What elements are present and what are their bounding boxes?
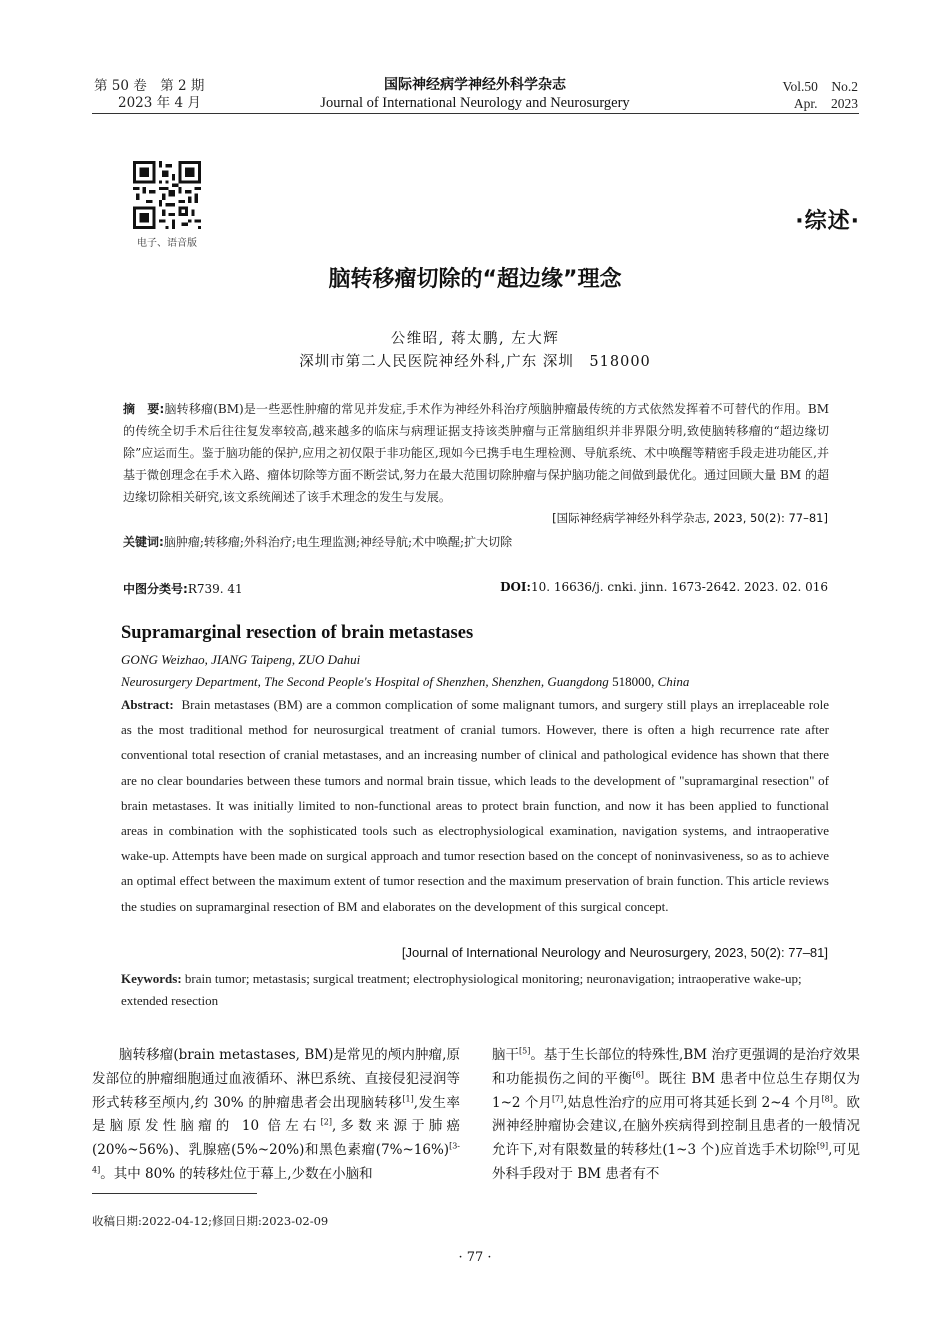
clc-label: 中图分类号: xyxy=(123,582,188,596)
doi-label: DOI: xyxy=(500,580,531,594)
citation-ref[interactable]: [3-4] xyxy=(92,1141,460,1175)
date-en: Apr. 2023 xyxy=(793,96,858,111)
qr-caption: 电子、语音版 xyxy=(137,238,197,249)
body-text: 脑转移瘤(brain metastases, BM)是常见的颅内肿瘤,原发部位的肿瘤细胞通过血液循环、淋巴系统、直接侵犯浸润等形式转移至颅内,约 30% 的肿瘤患者会出现脑转移 xyxy=(92,1047,460,1111)
page-number: · 77 · xyxy=(458,1250,492,1265)
doi-value: 10. 16636/j. cnki. jinn. 1673-2642. 2023. 02. 016 xyxy=(530,580,828,594)
body-text: ,发生率是脑原发性脑瘤的 10 倍左右 xyxy=(92,1094,460,1135)
keywords-en-label: Keywords: xyxy=(121,971,182,986)
keywords-cn-text: 脑肿瘤;转移瘤;外科治疗;电生理监测;神经导航;术中唤醒;扩大切除 xyxy=(163,535,513,549)
citation-ref[interactable]: [2] xyxy=(320,1117,332,1127)
keywords-cn xyxy=(123,533,512,550)
article-title-en: Supramarginal resection of brain metastases xyxy=(121,623,474,643)
citation-cn: [国际神经病学神经外科学杂志, 2023, 50(2): 77–81] xyxy=(552,511,828,525)
journal-title-cn: 国际神经病学神经外科学杂志 xyxy=(384,77,566,93)
citation-ref[interactable]: [8] xyxy=(821,1094,833,1104)
affiliation-en-country: China xyxy=(657,674,690,689)
abstract-en-label: Abstract: xyxy=(121,697,174,712)
body-text: 脑干 xyxy=(492,1047,520,1063)
header-right xyxy=(782,78,858,112)
footnote-rule xyxy=(92,1193,257,1194)
body-text: 。其中 80% 的转移灶位于幕上,少数在小脑和 xyxy=(100,1165,373,1182)
header-rule xyxy=(92,113,859,114)
affiliation-en-zip: 518000, xyxy=(612,674,655,689)
affiliation-en-text: Neurosurgery Department, The Second People's Hospital of Shenzhen, Shenzhen, Guangdong xyxy=(121,674,609,689)
abstract-en-text: Brain metastases (BM) are a common complication of some malignant tumors, and surgery still plays an irreplaceable role as the most traditional method for neurosurgical treatment of cranial tumors. However, there is often a high recurrence rate after conventional total resection of cranial metastases, and an increasing number of clinical and pathological evidence has shown that there are no clear boundaries between these tumors and normal brain tissue, which leads to the development of "supramarginal resection" of brain metastases. It was initially limited to non-functional areas to protect brain function, and now it has been applied to functional areas in combination with the sophisticated tools such as electrophysiological examination, navigation systems, and intraoperative wake-up. Attempts have been made on surgical approach and tumor resection based on the concept of noninvasiveness, so as to achieve an optimal effect between the maximum extent of tumor resection and the maximum preservation of brain function. This article reviews the studies on supramarginal resection of BM and elaborates on the development of this surgical concept. xyxy=(121,697,829,914)
body-text: 。基于生长部位的特殊性,BM 治疗更强调的是治疗效果和功能损伤之间的平衡 xyxy=(492,1047,861,1087)
volume-en: Vol.50 No.2 xyxy=(782,79,858,94)
body-column-left xyxy=(92,1044,460,1187)
keywords-en-text: brain tumor; metastasis; surgical treatment; electrophysiological monitoring; neuronavigation; intraoperative wake-up; extended resection xyxy=(121,971,802,1008)
received-date: 收稿日期:2022-04-12;修回日期:2023-02-09 xyxy=(92,1214,329,1228)
abstract-cn-label: 摘 要: xyxy=(123,402,165,416)
body-text: 。既往 BM 患者中位总生存期仅为 1~2 个月 xyxy=(492,1070,860,1111)
authors-cn: 公维昭, 蒋太鹏, 左大辉 xyxy=(390,331,560,347)
keywords-cn-label: 关键词: xyxy=(123,535,164,549)
abstract-cn xyxy=(123,398,829,508)
affiliation-cn: 深圳市第二人民医院神经外科,广东 深圳 518000 xyxy=(299,354,651,370)
citation-en: [Journal of International Neurology and Neurosurgery, 2023, 50(2): 77–81] xyxy=(401,945,828,960)
article-title-cn: 脑转移瘤切除的“超边缘”理念 xyxy=(328,267,622,292)
keywords-en xyxy=(121,968,829,1012)
citation-ref[interactable]: [1] xyxy=(402,1094,414,1104)
body-text: ,多数来源于肺癌(20%~56%)、乳腺癌(5%~20%)和黑色素瘤(7%~16%) xyxy=(92,1118,461,1159)
qr-code-icon[interactable] xyxy=(133,161,201,229)
authors-en: GONG Weizhao, JIANG Taipeng, ZUO Dahui xyxy=(121,652,361,667)
body-column-right xyxy=(492,1044,860,1187)
citation-ref[interactable]: [7] xyxy=(551,1094,564,1104)
affiliation-en xyxy=(121,674,689,690)
date-cn: 2023 年 4 月 xyxy=(118,95,201,111)
citation-ref[interactable]: [5] xyxy=(519,1046,531,1056)
clc-value: R739. 41 xyxy=(187,582,243,596)
body-text: ,姑息性治疗的应用可将其延长到 2~4 个月 xyxy=(563,1094,822,1111)
section-label: ·综述· xyxy=(795,209,860,234)
abstract-cn-text: 脑转移瘤(BM)是一些恶性肿瘤的常见并发症,手术作为神经外科治疗颅脑肿瘤最传统的方式依然发挥着不可替代的作用。BM 的传统全切手术后往往复发率较高,越来越多的临床与病理证据支持该类肿瘤与正常脑组织并非界限分明,致使脑转移瘤的“超边缘切除”应运而生。鉴于脑功能的保护,应用之初仅限于非功能区,现如今已携手电生理检测、导航系统、术中唤醒等精密手段走进功能区,并基于微创理念在手术入路、瘤体切除等方面不断尝试,努力在最大范围切除肿瘤与保护脑功能之间做到最优化。通过回顾大量 BM 的超边缘切除相关研究,该文系统阐述了该手术理念的发生与发展。 xyxy=(123,402,829,504)
body-text: 。欧洲神经肿瘤协会建议,在脑外疾病得到控制且患者的一般情况允许下,对有限数量的转移灶(1~3 个)应首选手术切除 xyxy=(492,1094,861,1159)
clc-number xyxy=(123,580,243,597)
body-text: ,可见外科手段对于 BM 患者有不 xyxy=(492,1142,861,1182)
journal-title-en: Journal of International Neurology and Neurosurgery xyxy=(320,95,630,111)
abstract-en xyxy=(121,692,829,919)
volume-issue: 第 50 卷 第 2 期 xyxy=(94,78,205,94)
doi xyxy=(500,580,828,594)
citation-ref[interactable]: [9] xyxy=(816,1141,829,1151)
citation-ref[interactable]: [6] xyxy=(632,1070,644,1080)
